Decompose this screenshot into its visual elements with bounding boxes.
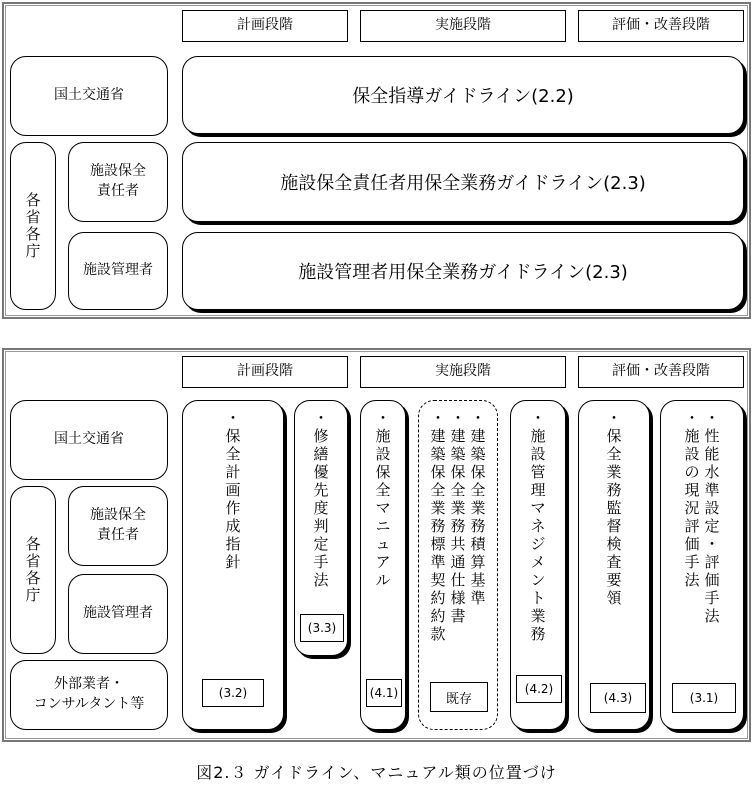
doc-char: 繕 [313,445,329,463]
doc-bullet-column [606,409,623,607]
bullet-mark: ・ [225,409,241,427]
doc-char: 性 [704,427,720,445]
doc-char: 先 [313,481,329,499]
doc-char: 価 [684,535,700,553]
doc-char: 準 [430,553,446,571]
doc-col-6 [578,400,650,730]
doc-char: 定 [313,535,329,553]
doc-char: 修 [313,427,329,445]
doc-char: ン [530,571,546,589]
bottom-row-contractors [10,660,168,730]
doc-char: 業 [530,607,546,625]
doc-col-5-ref: (4.2) [516,675,562,703]
doc-char: 全 [606,445,622,463]
bullet-mark: ・ [430,409,446,427]
doc-char: 度 [313,499,329,517]
doc-char: 査 [606,553,622,571]
doc-char: 要 [606,571,622,589]
doc-char: 務 [530,625,546,643]
doc-col-text [375,401,392,589]
bottom-phase-planning: 計画段階 [182,356,348,388]
doc-char: 標 [430,535,446,553]
doc-col-text [313,401,330,589]
bottom-row-facility-manager: 施設管理者 [68,574,168,654]
doc-char: 様 [450,589,466,607]
bullet-mark: ・ [375,409,391,427]
bottom-phase-implementation: 実施段階 [360,356,566,388]
doc-char: 手 [704,589,720,607]
doc-char: 通 [450,553,466,571]
doc-char: 準 [704,481,720,499]
doc-col-text [530,401,547,643]
doc-char: 管 [530,463,546,481]
doc-char: 積 [470,535,486,553]
doc-char: マ [375,499,391,517]
doc-char: 保 [470,463,486,481]
doc-char: 業 [450,499,466,517]
ministries-char: 省 [25,207,41,226]
doc-char: 検 [606,535,622,553]
doc-char: 保 [606,427,622,445]
doc-char: ・ [704,535,720,553]
doc-bullet-column [430,409,447,643]
doc-char: ネ [530,517,546,535]
doc-char: 務 [430,517,446,535]
top-ministries-label [25,192,40,261]
doc-col-7-ref: (3.1) [672,683,736,713]
ministries-char: 各 [25,225,41,243]
doc-char: 評 [684,517,700,535]
doc-char: ニ [375,517,391,535]
top-row-mlit: 国土交通省 [10,56,168,136]
doc-char: メ [530,553,546,571]
doc-char: 況 [684,499,700,517]
doc-bullet-column [684,409,701,625]
bullet-mark: ・ [606,409,622,427]
doc-char: 業 [470,499,486,517]
doc-char: 業 [430,499,446,517]
ministries-char: 各 [25,534,41,553]
doc-col-text [225,401,242,571]
doc-char: 仕 [450,571,466,589]
doc-char: ュ [375,535,391,553]
doc-char: 設 [684,445,700,463]
doc-char: 能 [704,445,720,463]
doc-char: ト [530,589,546,607]
doc-col-3-ref: (4.1) [366,679,402,707]
doc-col-text [606,401,623,607]
bottom-officer-line2: 責任者 [97,527,139,543]
doc-char: マ [530,499,546,517]
doc-col-4-ref: 既存 [430,682,488,712]
doc-char: 設 [375,445,391,463]
doc-char: 全 [375,481,391,499]
doc-char: 指 [225,535,241,553]
doc-col-text [430,401,487,643]
bullet-mark: ・ [530,409,546,427]
ministries-char: 庁 [25,242,41,261]
doc-char: 書 [450,607,466,625]
doc-char: 画 [225,481,241,499]
doc-char: 契 [430,571,446,589]
doc-char: 領 [606,589,622,607]
top-row-facility-officer [68,142,168,222]
doc-bullet-column [470,409,487,643]
top-row-facility-manager: 施設管理者 [68,232,168,310]
top-guideline-2: 施設保全責任者用保全業務ガイドライン(2.3) [182,142,744,222]
doc-char: 全 [430,481,446,499]
bottom-ministries-label [25,536,40,605]
doc-char: 法 [313,571,329,589]
doc-char: 準 [470,589,486,607]
contractors-line2: コンサルタント等 [33,696,145,712]
doc-char: 手 [313,553,329,571]
doc-char: 施 [684,427,700,445]
doc-char: 設 [530,445,546,463]
doc-char: 全 [450,481,466,499]
top-guideline-1: 保全指導ガイドライン(2.2) [182,56,744,134]
doc-char: 法 [704,607,720,625]
bottom-row-mlit: 国土交通省 [10,400,168,480]
bottom-phase-evaluation: 評価・改善段階 [578,356,744,388]
doc-char: 設 [704,499,720,517]
doc-char: 約 [430,589,446,607]
doc-char: 業 [606,463,622,481]
doc-char: ア [375,553,391,571]
doc-char: 手 [684,553,700,571]
doc-col-4 [418,400,498,730]
doc-char: 築 [430,445,446,463]
ministries-char: 各 [25,190,41,209]
doc-char: 計 [225,463,241,481]
doc-bullet-column [313,409,330,589]
doc-char: 約 [430,607,446,625]
figure-caption: 図2.３ ガイドライン、マニュアル類の位置づけ [196,763,557,782]
doc-char: 全 [470,481,486,499]
top-officer-line1: 施設保全 [90,163,146,180]
doc-char: 保 [375,463,391,481]
doc-char: 款 [430,625,446,643]
top-phase-implementation: 実施段階 [360,10,566,42]
doc-bullet-column [704,409,721,625]
doc-char: の [684,463,700,481]
doc-char: 督 [606,517,622,535]
bullet-mark: ・ [313,409,329,427]
doc-char: 水 [704,463,720,481]
top-row-ministries [10,142,56,310]
doc-char: 保 [430,463,446,481]
doc-char: 共 [450,535,466,553]
doc-char: 成 [225,517,241,535]
doc-char: 建 [430,427,446,445]
doc-char: 保 [450,463,466,481]
doc-char: ル [375,571,391,589]
doc-bullet-column [450,409,467,643]
bullet-mark: ・ [704,409,720,427]
doc-col-2-ref: (3.3) [300,614,344,642]
bottom-officer-line1: 施設保全 [90,507,146,524]
ministries-char: 各 [25,569,41,587]
doc-col-text [684,401,721,625]
doc-bullet-column [530,409,547,643]
contractors-line1: 外部業者・ [54,676,124,693]
bottom-row-ministries [10,486,56,654]
doc-char: 保 [225,427,241,445]
doc-char: 全 [225,445,241,463]
doc-char: 作 [225,499,241,517]
bullet-mark: ・ [684,409,700,427]
bullet-mark: ・ [470,409,486,427]
doc-char: 築 [470,445,486,463]
ministries-char: 庁 [25,586,41,605]
doc-char: 定 [704,517,720,535]
top-phase-evaluation: 評価・改善段階 [578,10,744,42]
bottom-row-facility-officer [68,486,168,566]
doc-char: 基 [470,571,486,589]
doc-char: 監 [606,499,622,517]
doc-char: 理 [530,481,546,499]
doc-char: 築 [450,445,466,463]
doc-char: 務 [606,481,622,499]
doc-char: ジ [530,535,546,553]
doc-bullet-column [375,409,392,589]
ministries-char: 省 [25,551,41,570]
doc-char: 優 [313,463,329,481]
doc-char: 針 [225,553,241,571]
doc-char: 判 [313,517,329,535]
doc-col-6-ref: (4.3) [590,683,646,713]
doc-char: 算 [470,553,486,571]
doc-col-7 [660,400,744,730]
doc-col-1-ref: (3.2) [202,679,264,707]
doc-char: 施 [375,427,391,445]
doc-char: 法 [684,571,700,589]
doc-char: 建 [470,427,486,445]
doc-char: 評 [704,553,720,571]
doc-char: 価 [704,571,720,589]
doc-char: 建 [450,427,466,445]
top-guideline-3: 施設管理者用保全業務ガイドライン(2.3) [182,232,744,310]
doc-bullet-column [225,409,242,571]
doc-char: 務 [450,517,466,535]
doc-char: 施 [530,427,546,445]
doc-char: 務 [470,517,486,535]
top-officer-line2: 責任者 [97,183,139,199]
doc-char: 現 [684,481,700,499]
bullet-mark: ・ [450,409,466,427]
top-phase-planning: 計画段階 [182,10,348,42]
